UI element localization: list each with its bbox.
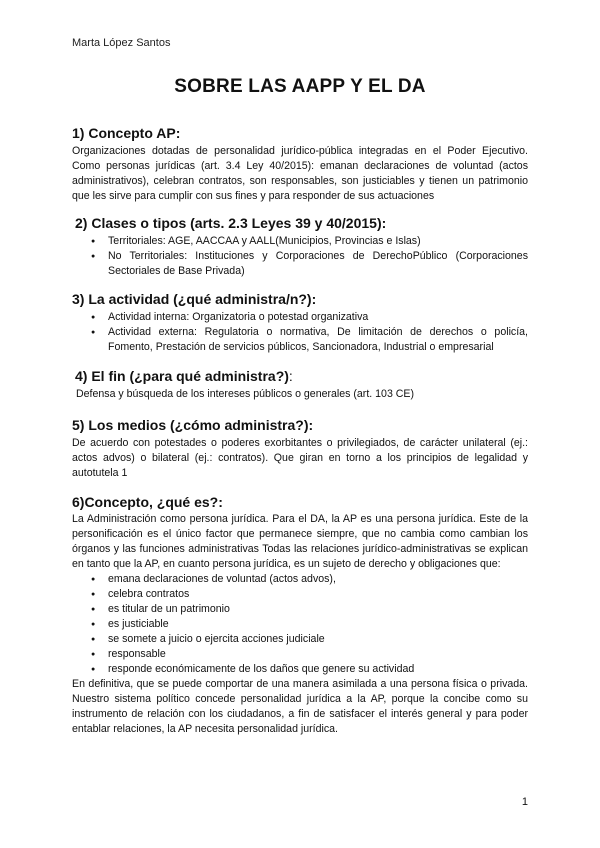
- heading-colon: :: [288, 368, 293, 384]
- document-title: SOBRE LAS AAPP Y EL DA: [174, 76, 426, 97]
- section-heading-wrapper: [72, 367, 528, 385]
- section-paragraph: Organizaciones dotadas de personalidad jurídico-pública integradas en el Poder Ejecutivo. Como personas jurídicas (art. 3.4 Ley 40/2015): emanan declaraciones de voluntad (actos administrativos), celebran contratos, son responsables, son justiciables y tienen un patrimonio que les sirve para cumplir con sus fines y para responder de sus actuaciones: [72, 145, 528, 202]
- section-paragraph: Defensa y búsqueda de los intereses públicos o generales (art. 103 CE): [76, 388, 415, 400]
- section-medios: [72, 416, 528, 481]
- section-actividad: [72, 290, 528, 355]
- author-name: Marta López Santos: [72, 37, 171, 49]
- list-item: ● celebra contratos: [108, 587, 528, 602]
- list-item: ● responsable: [108, 647, 528, 662]
- section-concepto-que-es: [72, 493, 528, 737]
- document-body: [72, 124, 528, 737]
- list-item: ● Actividad externa: Regulatoria o normativa, De limitación de derechos o policía, Fomento, Prestación de servicios públicos, Sancionadora, Industrial o empresarial: [108, 325, 528, 355]
- list-item: ● emana declaraciones de voluntad (actos advos),: [108, 572, 528, 587]
- section-heading: 1) Concepto AP:: [72, 125, 181, 141]
- list-item: ● No Territoriales: Instituciones y Corporaciones de DerechoPúblico (Corporaciones Sectoriales de Base Privada): [108, 249, 528, 279]
- list-item: ● Actividad interna: Organizatoria o potestad organizativa: [108, 310, 528, 325]
- section-heading: 5) Los medios (¿cómo administra?):: [72, 417, 314, 433]
- list-item: ● responde económicamente de los daños que genere su actividad: [108, 662, 528, 677]
- section-paragraph: La Administración como persona jurídica. Para el DA, la AP es una persona jurídica. Este de la personificación es el único factor que permanece siempre, que no cambia como cambian los órganos y las funciones administrativas Todas las relaciones jurídico-administrativas se explican en tanto que la AP, en cuanto persona jurídica, es un sujeto de derecho y obligaciones que:: [72, 513, 528, 570]
- section-heading: 6)Concepto, ¿qué es?:: [72, 494, 223, 510]
- section-concepto-ap: [72, 124, 528, 204]
- list-item: ● es justiciable: [108, 617, 528, 632]
- section-fin: [72, 367, 528, 402]
- list-item: ● Territoriales: AGE, AACCAA y AALL(Municipios, Provincias e Islas): [108, 234, 528, 249]
- section-heading: 2) Clases o tipos (arts. 2.3 Leyes 39 y 40/2015):: [75, 215, 387, 231]
- section-heading: 3) La actividad (¿qué administra/n?):: [72, 291, 317, 307]
- section-heading: 4) El fin (¿para qué administra?): [75, 368, 289, 384]
- list-item: ● se somete a juicio o ejercita acciones judiciale: [108, 632, 528, 647]
- closing-paragraph: En definitiva, que se puede comportar de una manera asimilada a una persona física o privada. Nuestro sistema político concede personalidad jurídica a la AP, porque la concibe como su instrumento de relación con los ciudadanos, a fin de satisfacer el interés general y para poder entablar relaciones, la AP necesita personalidad jurídica.: [72, 678, 528, 735]
- bullet-list: [72, 234, 528, 279]
- section-clases-tipos: [72, 214, 528, 279]
- page-number: 1: [521, 796, 528, 808]
- bullet-list: [72, 310, 528, 355]
- list-item: ● es titular de un patrimonio: [108, 602, 528, 617]
- bullet-list: [72, 572, 528, 677]
- section-paragraph: De acuerdo con potestades o poderes exorbitantes o privilegiados, de carácter unilateral (ej.: actos advos) o bilateral (ej.: contratos). Que giran en torno a los principios de legalidad y autotutela 1: [72, 437, 528, 479]
